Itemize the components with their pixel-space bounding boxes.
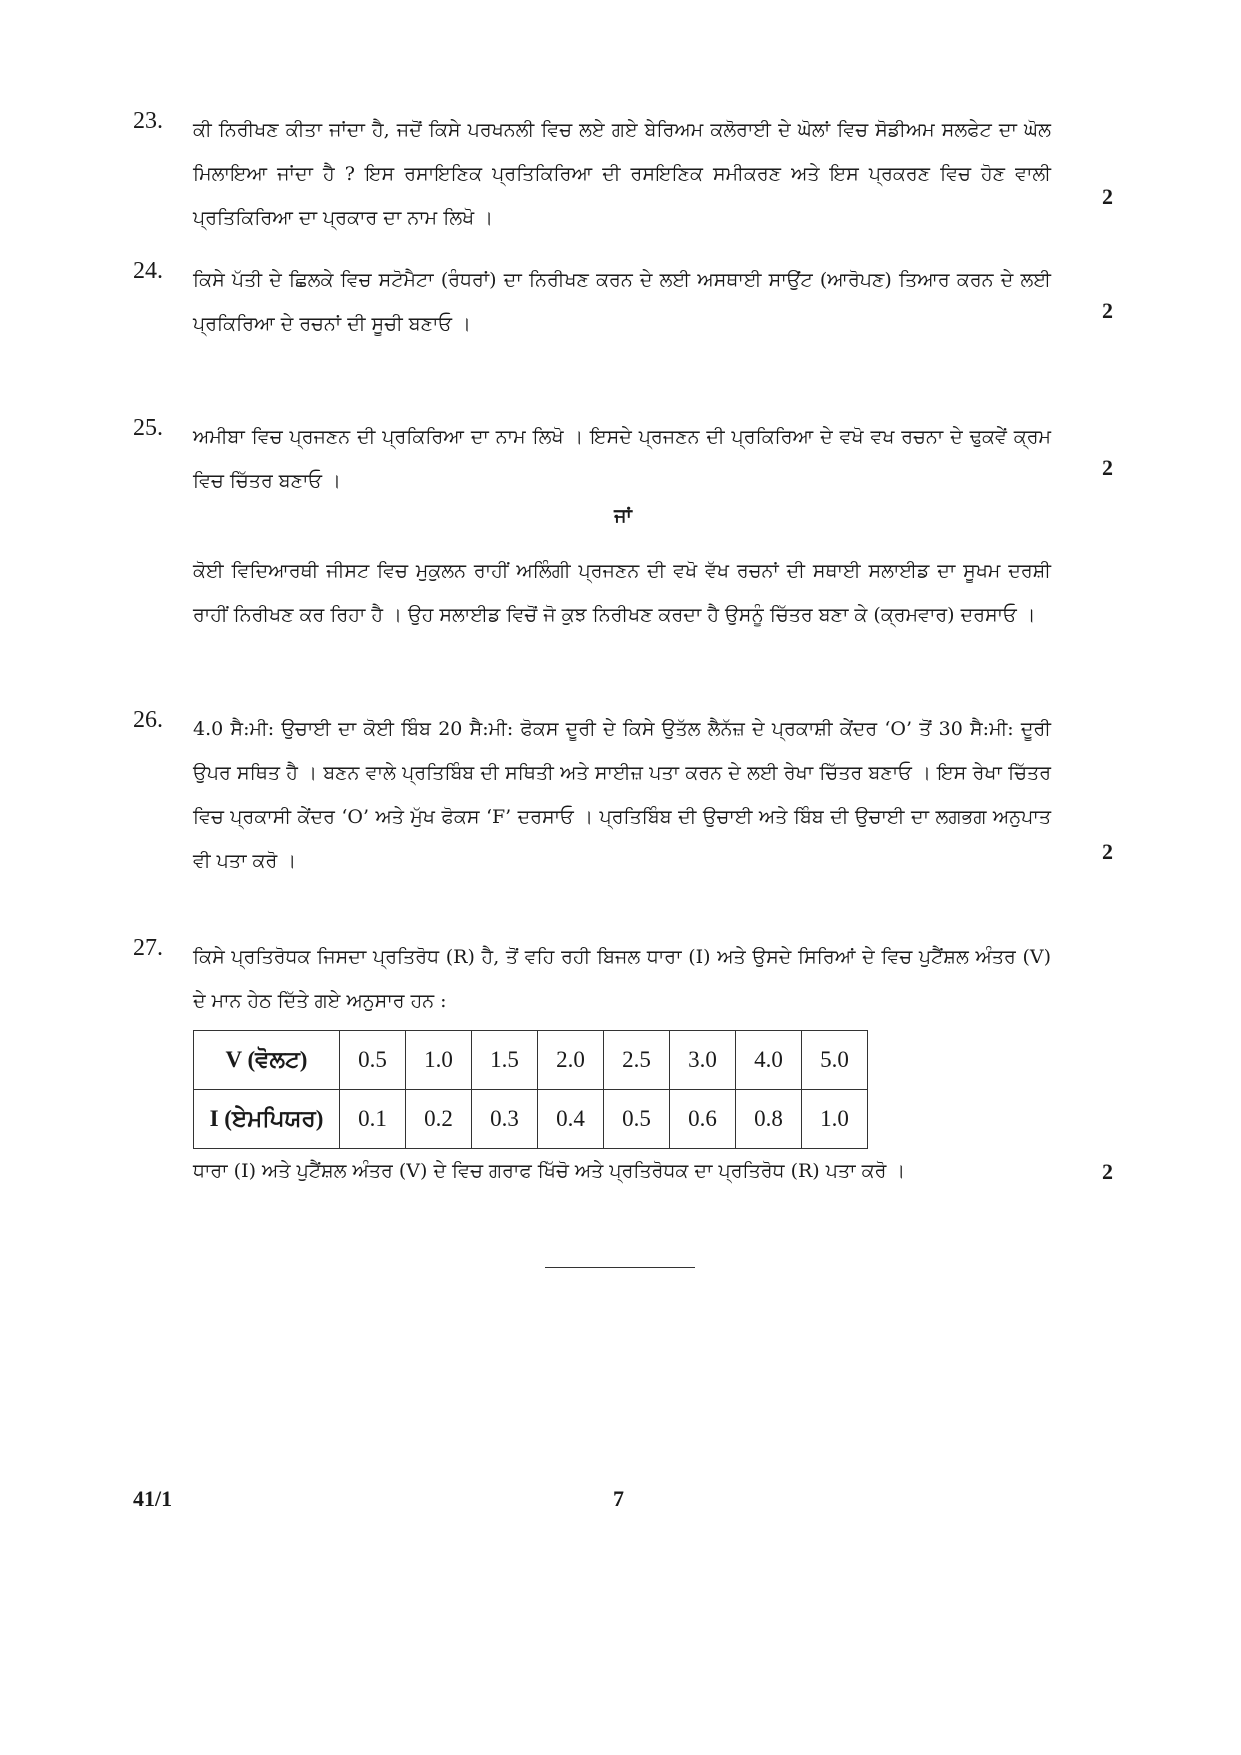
- voltage-cell: 2.5: [604, 1031, 670, 1090]
- question-text: ਕਿਸੇ ਪੱਤੀ ਦੇ ਛਿਲਕੇ ਵਿਚ ਸਟੋਮੈਟਾ (ਰੰਧਰਾਂ) ਦਾ ਨਿਰੀਖਣ ਕਰਨ ਦੇ ਲਈ ਅਸਥਾਈ ਸਾਉਂਟ (ਆਰੋਪਣ) ਤਿਆਰ ਕਰਨ ਦੇ ਲਈ ਪ੍ਰਕਿਰਿਆ ਦੇ ਰਚਨਾਂ ਦੀ ਸੂਚੀ ਬਣਾਓ ।: [193, 269, 1051, 335]
- marks: 2: [1102, 455, 1113, 480]
- current-cell: 0.1: [340, 1090, 406, 1149]
- marks: 2: [1102, 298, 1113, 323]
- question-number: 23.: [133, 108, 163, 134]
- current-cell: 1.0: [802, 1090, 868, 1149]
- voltage-cell: 1.5: [472, 1031, 538, 1090]
- current-header: I (ਏਮਪਿਯਰ): [194, 1090, 340, 1149]
- voltage-header: V (ਵੋਲਟ): [194, 1031, 340, 1090]
- question-text: ਅਮੀਬਾ ਵਿਚ ਪ੍ਰਜਣਨ ਦੀ ਪ੍ਰਕਿਰਿਆ ਦਾ ਨਾਮ ਲਿਖੋ । ਇਸਦੇ ਪ੍ਰਜਣਨ ਦੀ ਪ੍ਰਕਿਰਿਆ ਦੇ ਵਖੋ ਵਖ ਰਚਨਾ ਦੇ ਢੁਕਵੇਂ ਕ੍ਰਮ ਵਿਚ ਚਿੱਤਰ ਬਣਾਓ ।: [193, 426, 1051, 492]
- marks: 2: [1102, 839, 1113, 864]
- current-cell: 0.3: [472, 1090, 538, 1149]
- current-row: [194, 1090, 868, 1149]
- voltage-cell: 1.0: [406, 1031, 472, 1090]
- alternative-question-text: ਕੋਈ ਵਿਦਿਆਰਥੀ ਜੀਸਟ ਵਿਚ ਮੁਕੁਲਨ ਰਾਹੀਂ ਅਲਿੰਗੀ ਪ੍ਰਜਣਨ ਦੀ ਵਖੋ ਵੱਖ ਰਚਨਾਂ ਦੀ ਸਥਾਈ ਸਲਾਈਡ ਦਾ ਸੂਖਮ ਦਰਸ਼ੀ ਰਾਹੀਂ ਨਿਰੀਖਣ ਕਰ ਰਿਹਾ ਹੈ । ਉਹ ਸਲਾਈਡ ਵਿਚੋਂ ਜੋ ਕੁਝ ਨਿਰੀਖਣ ਕਰਦਾ ਹੈ ਉਸਨੂੰ ਚਿੱਤਰ ਬਣਾ ਕੇ (ਕ੍ਰਮਵਾਰ) ਦਰਸਾਓ ।: [193, 560, 1051, 626]
- question-text: 4.0 ਸੈ:ਮੀ: ਉਚਾਈ ਦਾ ਕੋਈ ਬਿੰਬ 20 ਸੈ:ਮੀ: ਫੋਕਸ ਦੂਰੀ ਦੇ ਕਿਸੇ ਉਤੱਲ ਲੈਨੱਜ਼ ਦੇ ਪ੍ਰਕਾਸ਼ੀ ਕੇਂਦਰ ‘O’ ਤੋਂ 30 ਸੈ:ਮੀ: ਦੂਰੀ ਉਪਰ ਸਥਿਤ ਹੈ । ਬਣਨ ਵਾਲੇ ਪ੍ਰਤਿਬਿੰਬ ਦੀ ਸਥਿਤੀ ਅਤੇ ਸਾਈਜ਼ ਪਤਾ ਕਰਨ ਦੇ ਲਈ ਰੇਖਾ ਚਿੱਤਰ ਬਣਾਓ । ਇਸ ਰੇਖਾ ਚਿੱਤਰ ਵਿਚ ਪ੍ਰਕਾਸੀ ਕੇਂਦਰ ‘O’ ਅਤੇ ਮੁੱਖ ਫੋਕਸ ‘F’ ਦਰਸਾਓ । ਪ੍ਰਤਿਬਿੰਬ ਦੀ ਉਚਾਈ ਅਤੇ ਬਿੰਬ ਦੀ ਉਚਾਈ ਦਾ ਲਗਭਗ ਅਨੁਪਾਤ ਵੀ ਪਤਾ ਕਰੋ ।: [193, 718, 1051, 872]
- paper-code: 41/1: [133, 1486, 173, 1511]
- or-label: ਜਾਂ: [614, 505, 632, 527]
- page-number: 7: [613, 1486, 624, 1511]
- question-text: ਕੀ ਨਿਰੀਖਣ ਕੀਤਾ ਜਾਂਦਾ ਹੈ, ਜਦੋਂ ਕਿਸੇ ਪਰਖਨਲੀ ਵਿਚ ਲਏ ਗਏ ਬੇਰਿਅਮ ਕਲੋਰਾਈ ਦੇ ਘੋਲਾਂ ਵਿਚ ਸੋਡੀਅਮ ਸਲਫੇਟ ਦਾ ਘੋਲ ਮਿਲਾਇਆ ਜਾਂਦਾ ਹੈ ? ਇਸ ਰਸਾਇਣਿਕ ਪ੍ਰਤਿਕਿਰਿਆ ਦੀ ਰਸਇਣਿਕ ਸਮੀਕਰਣ ਅਤੇ ਇਸ ਪ੍ਰਕਰਣ ਵਿਚ ਹੋਣ ਵਾਲੀ ਪ੍ਰਤਿਕਿਰਿਆ ਦਾ ਪ੍ਰਕਾਰ ਦਾ ਨਾਮ ਲਿਖੋ ।: [193, 119, 1051, 229]
- voltage-cell: 4.0: [736, 1031, 802, 1090]
- question-number: 27.: [133, 935, 163, 961]
- voltage-cell: 2.0: [538, 1031, 604, 1090]
- current-cell: 0.8: [736, 1090, 802, 1149]
- voltage-row: [194, 1031, 868, 1090]
- question-number: 26.: [133, 707, 163, 733]
- marks: 2: [1102, 184, 1113, 209]
- current-cell: 0.6: [670, 1090, 736, 1149]
- question-text: ਕਿਸੇ ਪ੍ਰਤਿਰੋਧਕ ਜਿਸਦਾ ਪ੍ਰਤਿਰੋਧ (R) ਹੈ, ਤੋਂ ਵਹਿ ਰਹੀ ਬਿਜਲ ਧਾਰਾ (I) ਅਤੇ ਉਸਦੇ ਸਿਰਿਆਂ ਦੇ ਵਿਚ ਪੁਟੈਂਸ਼ਲ ਅੰਤਰ (V) ਦੇ ਮਾਨ ਹੇਠ ਦਿੱਤੇ ਗਏ ਅਨੁਸਾਰ ਹਨ :: [193, 946, 1051, 1012]
- current-cell: 0.5: [604, 1090, 670, 1149]
- question-number: 25.: [133, 415, 163, 441]
- after-table-text: ਧਾਰਾ (I) ਅਤੇ ਪੁਟੈਂਸ਼ਲ ਅੰਤਰ (V) ਦੇ ਵਿਚ ਗਰਾਫ ਖਿੱਚੋ ਅਤੇ ਪ੍ਰਤਿਰੋਧਕ ਦਾ ਪ੍ਰਤਿਰੋਧ (R) ਪਤਾ ਕਰੋ ।: [193, 1160, 906, 1182]
- current-cell: 0.4: [538, 1090, 604, 1149]
- end-divider: [545, 1267, 695, 1268]
- voltage-cell: 5.0: [802, 1031, 868, 1090]
- voltage-cell: 0.5: [340, 1031, 406, 1090]
- voltage-cell: 3.0: [670, 1031, 736, 1090]
- question-number: 24.: [133, 258, 163, 284]
- voltage-current-table: [193, 1030, 868, 1149]
- marks: 2: [1102, 1159, 1113, 1184]
- current-cell: 0.2: [406, 1090, 472, 1149]
